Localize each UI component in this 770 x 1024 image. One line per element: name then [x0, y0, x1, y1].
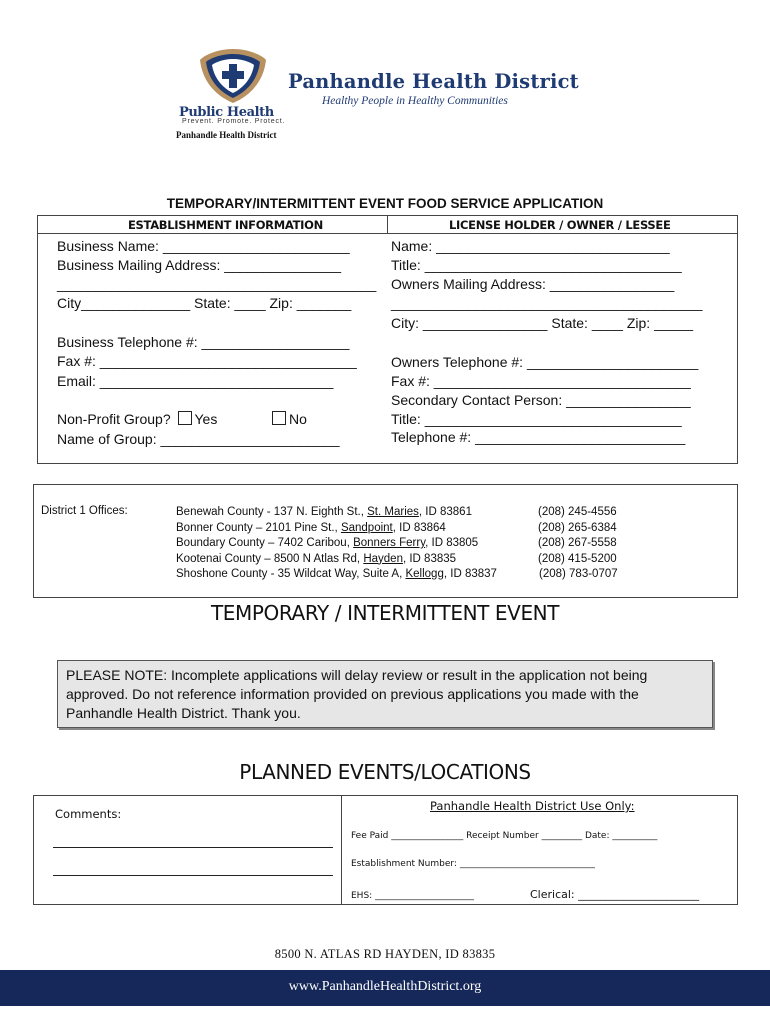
business-name-field[interactable]: Business Name: ________________________: [57, 238, 350, 254]
please-note-box: [57, 660, 713, 728]
public-health-shield-logo: [198, 48, 268, 104]
offices-label: District 1 Offices:: [41, 505, 128, 517]
clerical-blank: ______________________: [578, 888, 700, 901]
non-profit-no-row: [269, 410, 307, 429]
office-address: Benewah County - 137 N. Eighth St.,: [176, 506, 368, 518]
planned-events-heading: PLANNED EVENTS/LOCATIONS: [239, 760, 531, 784]
office-city: Bonners Ferry: [353, 537, 426, 549]
column-divider: [387, 215, 388, 233]
logo-subname: Panhandle Health District: [176, 130, 277, 140]
office-use-title: Panhandle Health District Use Only:: [430, 799, 635, 813]
owner-title-field[interactable]: Title: _________________________________: [391, 257, 682, 273]
ehs-line[interactable]: EHS: ______________________: [351, 891, 475, 901]
event-heading: TEMPORARY / INTERMITTENT EVENT: [210, 601, 560, 625]
header-divider: [37, 233, 738, 234]
mailing-address-line-2[interactable]: _________________________________________: [57, 276, 377, 292]
office-zip: , ID 83837: [443, 568, 497, 580]
logo-tagline: Prevent. Promote. Protect.: [182, 118, 286, 125]
comments-line-1[interactable]: [53, 847, 333, 848]
non-profit-label: Non-Profit Group?: [57, 411, 171, 427]
comments-divider: [341, 795, 342, 905]
org-tagline: Healthy People in Healthy Communities: [322, 95, 508, 107]
logo-name: Public Health: [179, 105, 274, 120]
yes-label: Yes: [194, 411, 218, 427]
org-name: Panhandle Health District: [288, 70, 579, 93]
business-email-field[interactable]: Email: ______________________________: [57, 373, 334, 389]
office-address: Boundary County – 7402 Caribou,: [176, 537, 354, 549]
footer-address: 8500 N. ATLAS RD HAYDEN, ID 83835: [274, 947, 496, 961]
owner-city-state-zip[interactable]: City: ________________ State: ____ Zip: _____: [391, 315, 694, 331]
establishment-header: ESTABLISHMENT INFORMATION: [128, 218, 323, 232]
form-title: TEMPORARY/INTERMITTENT EVENT FOOD SERVICE APPLICATION: [166, 196, 604, 211]
office-phone: (208) 415-5200: [538, 552, 617, 565]
establishment-number-line[interactable]: Establishment Number: ______________________________: [351, 859, 595, 869]
clerical-row[interactable]: [530, 888, 699, 901]
office-phone: (208) 245-4556: [538, 506, 617, 518]
owners-mailing-address-field[interactable]: Owners Mailing Address: ________________: [391, 276, 675, 292]
fee-receipt-date-line[interactable]: Fee Paid ________________ Receipt Number _________ Date: __________: [351, 831, 658, 841]
secondary-telephone-field[interactable]: Telephone #: ___________________________: [391, 429, 686, 445]
no-label: No: [289, 411, 307, 427]
website-link[interactable]: www.PanhandleHealthDistrict.org: [288, 979, 482, 994]
office-city: Sandpoint: [340, 521, 393, 534]
owners-mailing-line-2[interactable]: ________________________________________: [391, 295, 703, 311]
non-profit-row: [57, 410, 217, 429]
business-city-state-zip[interactable]: City______________ State: ____ Zip: _______: [57, 295, 352, 311]
office-row: [176, 521, 446, 536]
group-name-field[interactable]: Name of Group: _______________________: [57, 431, 340, 447]
office-address: Shoshone County - 35 Wildcat Way, Suite A,: [176, 568, 406, 580]
office-zip: , ID 83864: [392, 521, 446, 534]
office-phone: (208) 265-6384: [538, 521, 617, 534]
comments-line-2[interactable]: [53, 875, 333, 876]
clerical-label: Clerical:: [530, 888, 575, 901]
office-address: Kootenai County – 8500 N Atlas Rd,: [176, 552, 364, 565]
non-profit-no-checkbox[interactable]: [272, 411, 286, 425]
office-row: [176, 567, 497, 582]
office-zip: , ID 83861: [418, 506, 472, 518]
secondary-title-field[interactable]: Title: _________________________________: [391, 411, 682, 427]
secondary-contact-field[interactable]: Secondary Contact Person: ________________: [391, 392, 691, 408]
office-phone: (208) 783-0707: [539, 568, 618, 580]
office-city: St. Maries: [367, 506, 419, 518]
office-row: [176, 505, 472, 520]
non-profit-yes-checkbox[interactable]: [178, 411, 192, 425]
please-note-text: PLEASE NOTE: Incomplete applications will delay review or result in the application not being approved. Do not reference information provided on previous applications you made with the Panhandle Health District. Thank you.: [66, 667, 648, 721]
comments-label: Comments:: [55, 807, 122, 821]
office-row: [176, 552, 456, 567]
office-address: Bonner County – 2101 Pine St.,: [176, 521, 341, 534]
office-row: [176, 536, 478, 551]
business-telephone-field[interactable]: Business Telephone #: ___________________: [57, 334, 350, 350]
business-fax-field[interactable]: Fax #: _________________________________: [57, 353, 357, 369]
license-holder-header: LICENSE HOLDER / OWNER / LESSEE: [449, 218, 671, 232]
office-zip: , ID 83805: [425, 537, 479, 549]
owners-telephone-field[interactable]: Owners Telephone #: ______________________: [391, 354, 699, 370]
office-phone: (208) 267-5558: [538, 537, 617, 549]
office-city: Kellogg: [405, 568, 444, 580]
office-city: Hayden: [363, 552, 403, 565]
owner-name-field[interactable]: Name: ______________________________: [391, 238, 670, 254]
business-mailing-address-field[interactable]: Business Mailing Address: _______________: [57, 257, 342, 273]
owner-fax-field[interactable]: Fax #: _________________________________: [391, 373, 691, 389]
office-zip: , ID 83835: [402, 552, 457, 565]
